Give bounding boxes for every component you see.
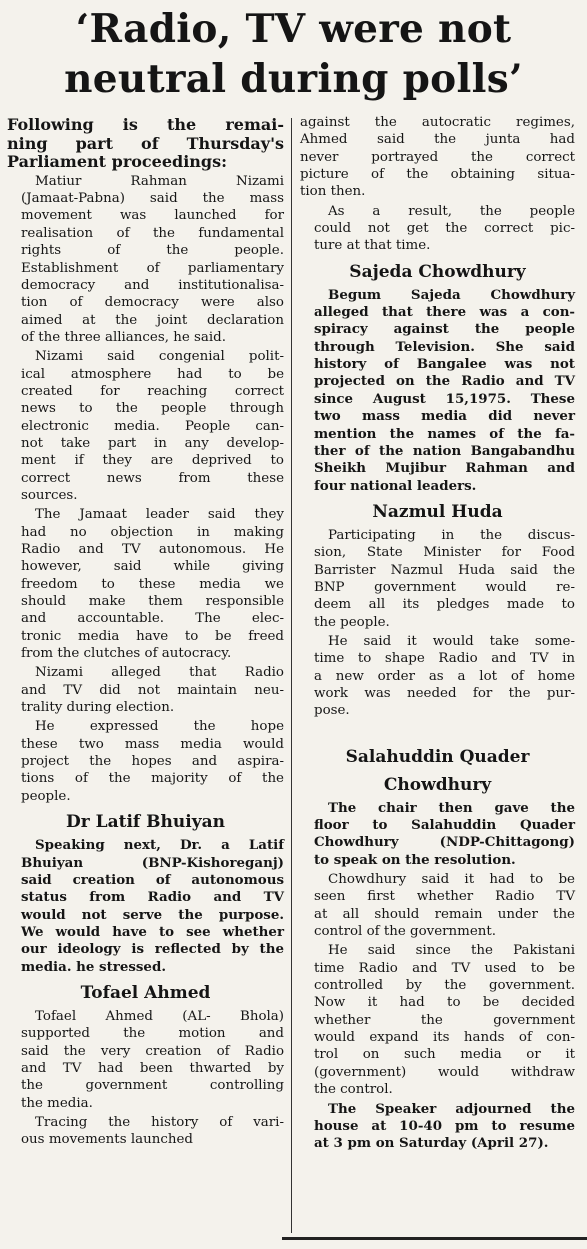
text-line: He said it would take some- bbox=[328, 633, 575, 649]
text-line: time to shape Radio and TV in bbox=[314, 651, 575, 667]
subheading-salahuddin-1: Salahuddin Quader bbox=[345, 746, 530, 767]
text-line: would not serve the purpose. bbox=[21, 906, 284, 923]
text-line: Following is the remai- bbox=[7, 115, 284, 134]
text-line: of the three alliances, he said. bbox=[21, 329, 226, 345]
text-line: ical atmosphere had to be bbox=[21, 366, 284, 382]
text-line: and TV had been thwarted by bbox=[21, 1060, 284, 1076]
text-line: should make them responsible bbox=[21, 594, 284, 610]
paragraph-nizami-1 bbox=[7, 173, 284, 346]
text-line: aimed at the joint declaration bbox=[21, 312, 284, 328]
text-line: at all should remain under the bbox=[314, 906, 575, 922]
text-line: tion of democracy were also bbox=[21, 295, 284, 311]
paragraph-tofael-4 bbox=[300, 203, 575, 255]
paragraph-chowdhury-2 bbox=[300, 871, 575, 940]
paragraph-huda-2 bbox=[300, 633, 575, 720]
text-line: history of Bangalee was not bbox=[314, 356, 575, 373]
text-line: Speaking next, Dr. a Latif bbox=[35, 837, 284, 854]
text-line: He expressed the hope bbox=[35, 719, 284, 735]
text-line: the media. bbox=[21, 1095, 93, 1111]
text-line: ture at that time. bbox=[314, 238, 431, 254]
text-line: these two mass media would bbox=[21, 736, 284, 752]
text-line: and accountable. The elec- bbox=[21, 611, 284, 627]
text-line: whether the government bbox=[314, 1012, 575, 1028]
text-line: Tofael Ahmed (AL- Bhola) bbox=[35, 1008, 284, 1024]
text-line: said creation of autonomous bbox=[21, 871, 284, 888]
paragraph-nizami-2 bbox=[7, 348, 284, 504]
text-line: time Radio and TV used to be bbox=[314, 960, 575, 976]
paragraph-nizami-5 bbox=[7, 718, 284, 805]
text-line: Tracing the history of vari- bbox=[35, 1114, 284, 1130]
text-line: pose. bbox=[314, 703, 350, 719]
text-line: rights of the people. bbox=[21, 243, 284, 259]
text-line: Establishment of parliamentary bbox=[21, 260, 284, 276]
paragraph-sajeda bbox=[300, 287, 575, 495]
paragraph-chowdhury-1 bbox=[300, 800, 575, 869]
text-line: since August 15,1975. These bbox=[314, 390, 575, 407]
text-line: could not get the correct pic- bbox=[314, 221, 575, 237]
text-line: deem all its pledges made to bbox=[314, 597, 575, 613]
text-line: picture of the obtaining situa- bbox=[300, 167, 575, 183]
text-line: through Television. She said bbox=[314, 338, 575, 355]
text-line: Chowdhury said it had to be bbox=[328, 872, 575, 888]
text-line: alleged that there was a con- bbox=[314, 304, 575, 321]
text-line: controlled by the government. bbox=[314, 978, 575, 994]
text-line: Now it had to be decided bbox=[314, 995, 575, 1011]
text-line: media. he stressed. bbox=[21, 958, 166, 975]
text-line: work was needed for the pur- bbox=[314, 685, 575, 701]
paragraph-tofael-2 bbox=[7, 1114, 284, 1149]
text-line: Barrister Nazmul Huda said the bbox=[314, 562, 575, 578]
text-line: to speak on the resolution. bbox=[314, 851, 516, 868]
paragraph-huda-1 bbox=[300, 527, 575, 631]
text-line: ther of the nation Bangabandhu bbox=[314, 442, 575, 459]
text-line: trality during election. bbox=[21, 700, 175, 716]
text-line: the control. bbox=[314, 1082, 393, 1098]
text-line: ning part of Thursday's bbox=[7, 133, 284, 153]
text-line: ment if they are deprived to bbox=[21, 453, 284, 469]
subheading-latif-bhuiyan: Dr Latif Bhuiyan bbox=[66, 812, 225, 833]
text-line: never portrayed the correct bbox=[300, 149, 575, 165]
text-line: correct news from these bbox=[21, 470, 284, 486]
text-line: Bhuiyan (BNP-Kishoreganj) bbox=[21, 854, 284, 871]
text-line: said the very creation of Radio bbox=[21, 1043, 284, 1059]
text-line: a new order as a lot of home bbox=[314, 668, 575, 684]
text-line: our ideology is reflected by the bbox=[21, 941, 284, 958]
text-line: however, said while giving bbox=[21, 559, 284, 575]
text-line: tronic media have to be freed bbox=[21, 628, 284, 644]
subheading-nazmul-huda: Nazmul Huda bbox=[372, 501, 503, 522]
text-line: Sheikh Mujibur Rahman and bbox=[314, 460, 575, 477]
text-line: ous movements launched bbox=[21, 1132, 193, 1148]
text-line: freedom to these media we bbox=[21, 576, 284, 592]
intro-paragraph bbox=[7, 116, 284, 172]
text-line: created for reaching correct bbox=[21, 383, 284, 399]
paragraph-chowdhury-3 bbox=[300, 942, 575, 1098]
text-line: Nizami alleged that Radio bbox=[35, 665, 284, 681]
headline-line-2: neutral during polls’ bbox=[64, 56, 523, 102]
text-line: and TV did not maintain neu- bbox=[21, 682, 284, 698]
text-line: He said since the Pakistani bbox=[328, 943, 575, 959]
paragraph-bhuiyan bbox=[7, 837, 284, 976]
text-line: house at 10-40 pm to resume bbox=[314, 1117, 575, 1134]
text-line: Parliament proceedings: bbox=[7, 152, 228, 172]
text-line: status from Radio and TV bbox=[21, 889, 284, 906]
text-line: democracy and institutionalisa- bbox=[21, 277, 284, 293]
paragraph-tofael-1 bbox=[7, 1008, 284, 1112]
text-line: the people. bbox=[314, 614, 390, 630]
text-line: The Jamaat leader said they bbox=[35, 507, 284, 523]
left-column bbox=[7, 116, 284, 1151]
text-line: at 3 pm on Saturday (April 27). bbox=[314, 1135, 549, 1152]
text-line: The Speaker adjourned the bbox=[328, 1100, 575, 1117]
text-line: We would have to see whether bbox=[21, 923, 284, 940]
bottom-rule bbox=[282, 1237, 587, 1240]
headline-line-1: ‘Radio, TV were not bbox=[75, 6, 512, 52]
text-line: Chowdhury (NDP-Chittagong) bbox=[314, 834, 575, 851]
text-line: project the hopes and aspira- bbox=[21, 754, 284, 770]
text-line: Participating in the discus- bbox=[328, 527, 575, 543]
text-line: Radio and TV autonomous. He bbox=[21, 542, 284, 557]
text-line: floor to Salahuddin Quader bbox=[314, 817, 575, 833]
text-line: Matiur Rahman Nizami bbox=[35, 173, 284, 189]
text-line: sion, State Minister for Food bbox=[314, 545, 575, 561]
text-line: seen first whether Radio TV bbox=[314, 889, 575, 905]
text-line: supported the motion and bbox=[21, 1026, 284, 1042]
headline bbox=[0, 0, 587, 118]
text-line: projected on the Radio and TV bbox=[314, 373, 575, 390]
text-line: tions of the majority of the bbox=[21, 771, 284, 787]
text-line: The chair then gave the bbox=[328, 799, 575, 816]
text-line: Ahmed said the junta had bbox=[300, 132, 575, 148]
text-line: realisation of the fundamental bbox=[21, 225, 284, 241]
text-line: As a result, the people bbox=[328, 203, 575, 219]
paragraph-speaker bbox=[300, 1101, 575, 1153]
text-line: electronic media. People can- bbox=[21, 418, 284, 434]
text-line: control of the government. bbox=[314, 924, 497, 940]
subheading-sajeda-chowdhury: Sajeda Chowdhury bbox=[349, 261, 526, 282]
text-line: would expand its hands of con- bbox=[314, 1030, 575, 1046]
text-line: movement was launched for bbox=[21, 208, 284, 224]
text-line: news to the people through bbox=[21, 401, 284, 417]
text-line: from the clutches of autocracy. bbox=[21, 646, 232, 662]
text-line: two mass media did never bbox=[314, 408, 575, 425]
text-line: sources. bbox=[21, 487, 78, 503]
column-rule bbox=[291, 118, 292, 1233]
text-line: tion then. bbox=[300, 184, 366, 200]
text-line: Begum Sajeda Chowdhury bbox=[328, 286, 575, 303]
text-line: not take part in any develop- bbox=[21, 435, 284, 451]
paragraph-nizami-4 bbox=[7, 664, 284, 716]
text-line: spiracy against the people bbox=[314, 321, 575, 338]
text-line: people. bbox=[21, 788, 71, 804]
text-line: four national leaders. bbox=[314, 477, 477, 494]
subheading-salahuddin-2: Chowdhury bbox=[383, 774, 492, 795]
text-line: (Jamaat-Pabna) said the mass bbox=[21, 191, 284, 207]
text-line: mention the names of the fa- bbox=[314, 425, 575, 442]
right-column bbox=[300, 114, 575, 1155]
text-line: trol on such media or it bbox=[314, 1047, 575, 1063]
text-line: the government controlling bbox=[21, 1078, 284, 1094]
text-line: (government) would withdraw bbox=[314, 1064, 575, 1080]
text-line: Nizami said congenial polit- bbox=[35, 349, 284, 365]
paragraph-nizami-3 bbox=[7, 506, 284, 662]
text-line: BNP government would re- bbox=[314, 579, 575, 595]
subheading-tofael-ahmed: Tofael Ahmed bbox=[80, 982, 211, 1003]
text-line: had no objection in making bbox=[21, 524, 284, 540]
text-line: against the autocratic regimes, bbox=[300, 115, 575, 130]
paragraph-tofael-3 bbox=[300, 114, 575, 201]
